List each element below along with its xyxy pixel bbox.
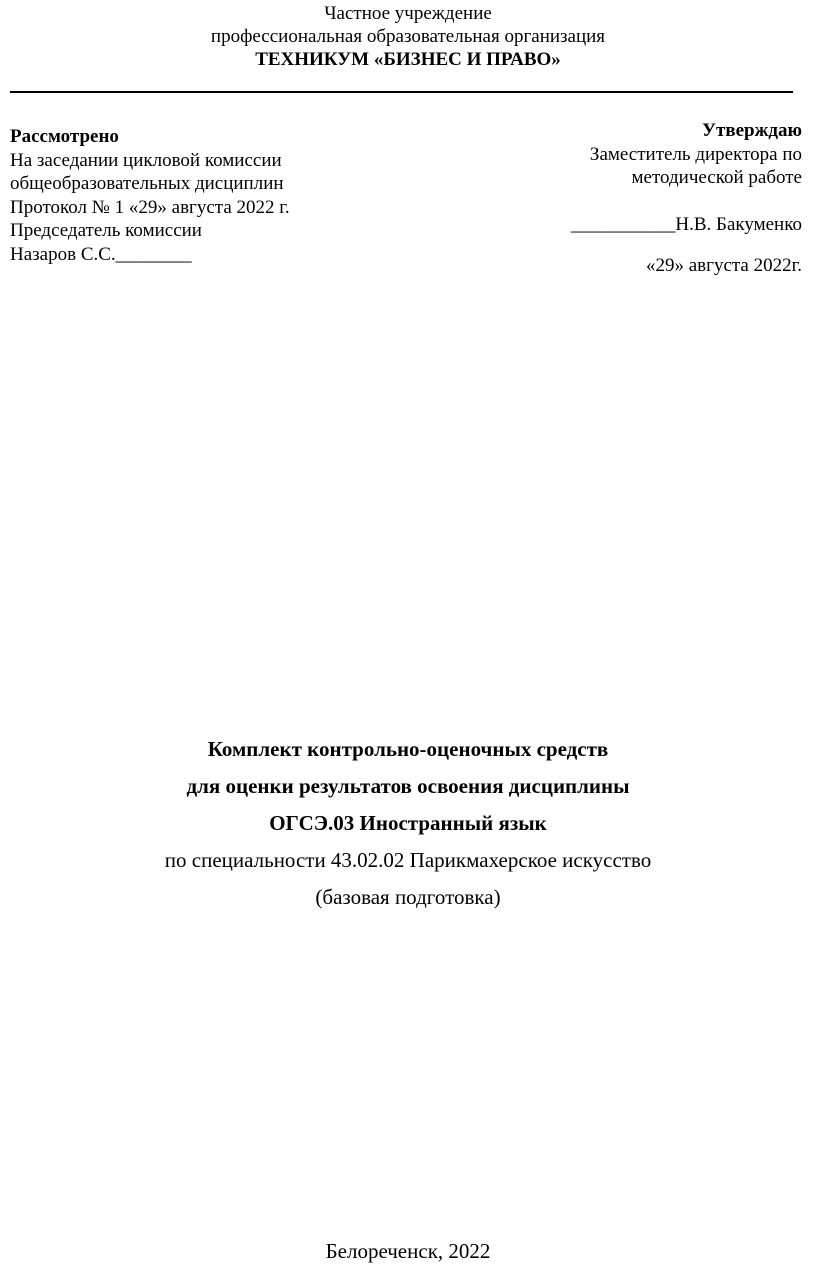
organization-header [0, 2, 816, 71]
title-line-purpose: для оценки результатов освоения дисциплины [186, 774, 630, 798]
reviewed-protocol: Протокол № 1 «29» августа 2022 г. [10, 196, 290, 218]
reviewed-title: Рассмотрено [10, 126, 119, 147]
approved-position-line1: Заместитель директора по [589, 143, 802, 165]
document-title [0, 734, 816, 919]
approved-position-line2: методической работе [631, 167, 802, 188]
header-organization-name: ТЕХНИКУМ «БИЗНЕС И ПРАВО» [255, 49, 561, 70]
place-year: Белореченск, 2022 [325, 1239, 491, 1263]
reviewed-commission: общеобразовательных дисциплин [10, 173, 284, 194]
header-divider [10, 91, 793, 93]
header-organization-type: профессиональная образовательная организация [210, 26, 606, 47]
title-line-discipline: ОГСЭ.03 Иностранный язык [269, 811, 547, 835]
approved-signature: ___________Н.В. Бакуменко [570, 213, 802, 235]
reviewed-chair-label: Председатель комиссии [10, 220, 202, 241]
approved-title: Утверждаю [702, 120, 802, 141]
reviewed-block [10, 125, 410, 266]
title-line-specialty: по специальности 43.02.02 Парикмахерское искусство [164, 848, 652, 872]
header-institution-type: Частное учреждение [324, 3, 492, 24]
title-line-kit: Комплект контрольно-оценочных средств [207, 737, 609, 761]
title-line-level: (базовая подготовка) [315, 885, 501, 909]
approved-block [482, 119, 802, 278]
reviewed-meeting: На заседании цикловой комиссии [10, 149, 282, 171]
approved-date: «29» августа 2022г. [646, 255, 802, 276]
reviewed-chair-name: Назаров С.С.________ [10, 243, 192, 265]
